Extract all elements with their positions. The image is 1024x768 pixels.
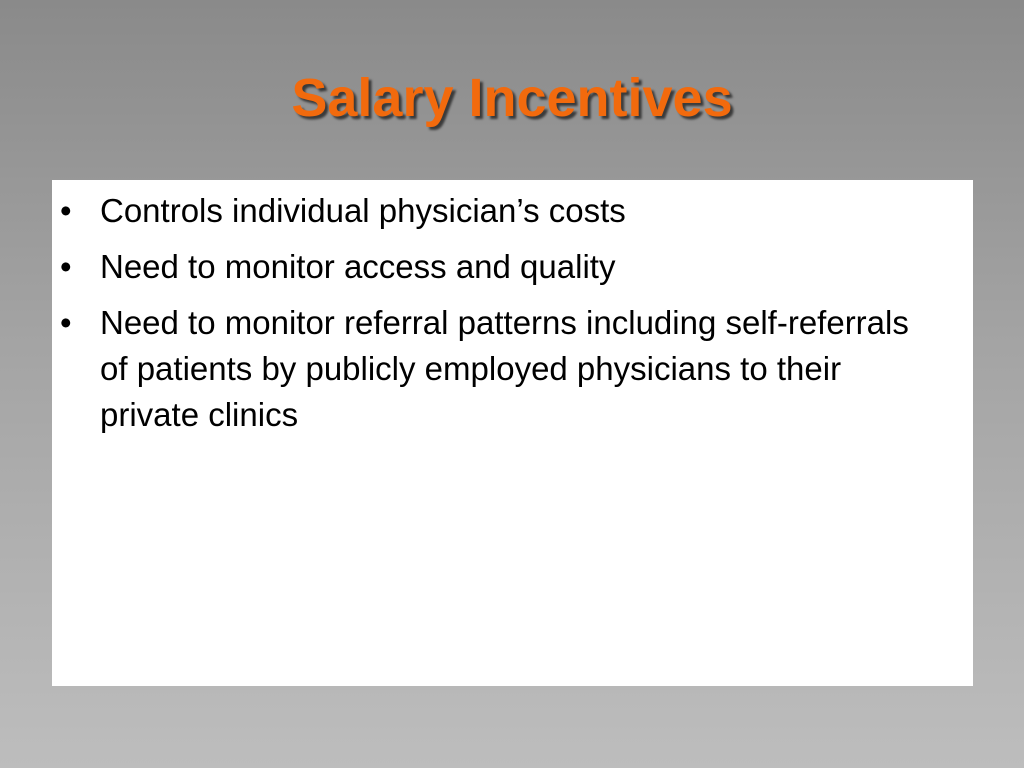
bullet-text: Controls individual physician’s costs — [100, 192, 626, 229]
content-box — [52, 180, 973, 686]
bullet-item: • Need to monitor referral patterns including self-referrals of patients by publicly employed physicians to their private clinics — [100, 300, 933, 438]
bullet-item: • Need to monitor access and quality — [100, 244, 933, 290]
bullet-text: Need to monitor referral patterns including self-referrals of patients by publicly employed physicians to their private clinics — [100, 304, 909, 433]
bullet-text: Need to monitor access and quality — [100, 248, 616, 285]
bullet-item: • Controls individual physician’s costs — [100, 188, 933, 234]
bullet-list — [60, 188, 933, 438]
slide-title: Salary Incentives — [291, 68, 733, 128]
